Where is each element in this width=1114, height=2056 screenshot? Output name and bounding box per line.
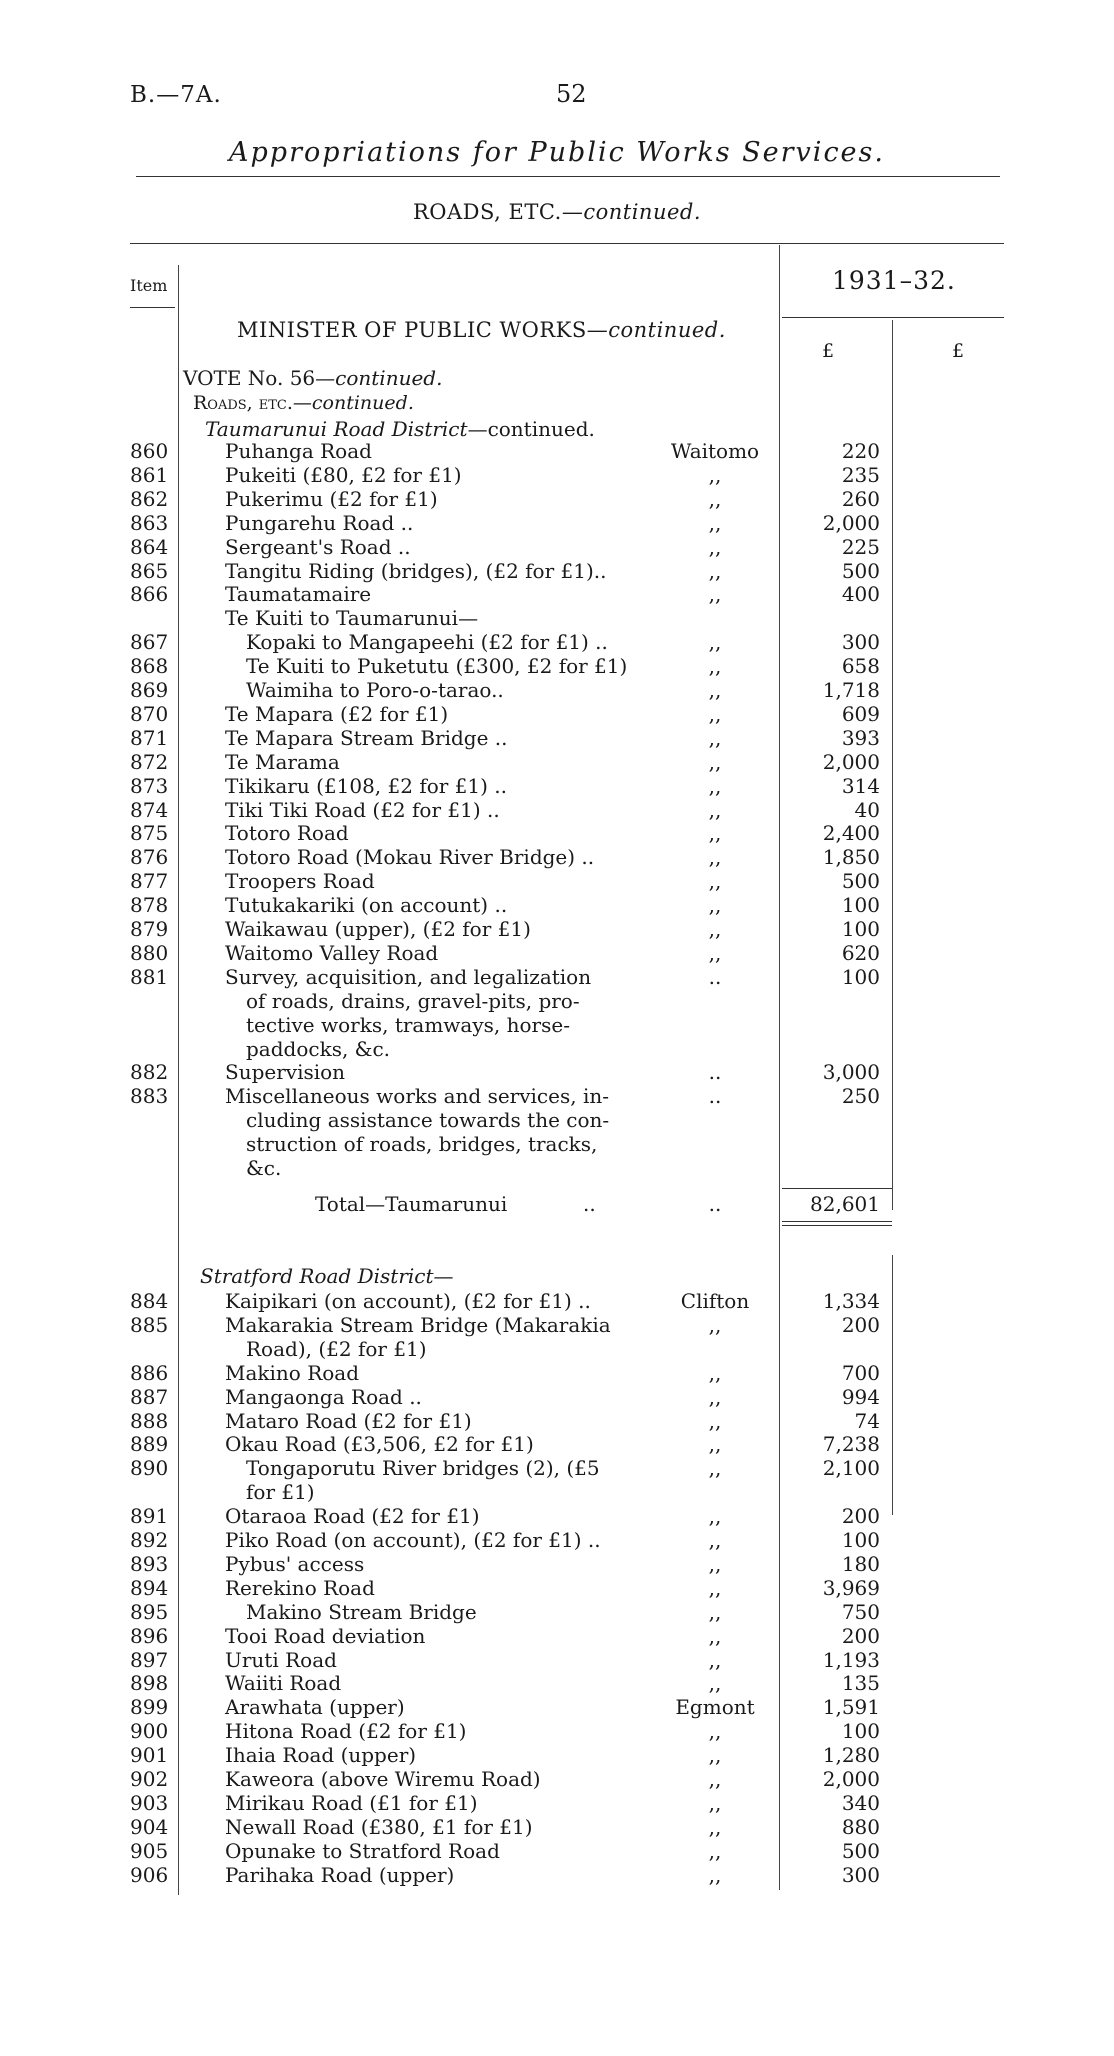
section-heading-cont: —continued.: [561, 200, 702, 224]
item-number: 894: [130, 1575, 169, 1600]
item-amount: 74: [854, 1408, 880, 1433]
table-row: [0, 678, 1114, 702]
table-row: [0, 1839, 1114, 1863]
district-heading-taumarunui-cont: —continued.: [467, 417, 595, 441]
table-row: [0, 1132, 1114, 1156]
item-amount: 2,400: [822, 821, 880, 846]
item-description: Waikawau (upper), (£2 for £1): [225, 917, 531, 941]
county-name: ,,: [708, 845, 722, 870]
item-amount: 3,969: [822, 1575, 880, 1600]
county-name: ,,: [708, 1743, 722, 1768]
item-number: 895: [130, 1599, 169, 1624]
table-row: [0, 1456, 1114, 1480]
total-label: Total—Taumarunui: [315, 1192, 508, 1216]
year-column-header: 1931–32.: [832, 266, 956, 295]
item-number: 891: [130, 1504, 169, 1529]
county-name: ,,: [708, 1814, 722, 1839]
item-description: Pukerimu (£2 for £1): [225, 486, 438, 511]
item-description: &c.: [246, 1156, 282, 1180]
item-description: Piko Road (on account), (£2 for £1) ..: [225, 1528, 601, 1552]
county-name: ,,: [708, 1408, 722, 1433]
county-name: ,,: [708, 1838, 722, 1863]
table-row: [0, 750, 1114, 774]
item-amount: 340: [841, 1790, 880, 1815]
item-description: Ihaia Road (upper): [225, 1743, 417, 1768]
item-description: Otaraoa Road (£2 for £1): [225, 1504, 480, 1529]
item-description: Mataro Road (£2 for £1): [225, 1408, 472, 1433]
county-name: Waitomo: [670, 439, 760, 463]
table-row: [0, 1576, 1114, 1600]
item-number: 898: [130, 1671, 169, 1696]
item-amount: 2,100: [822, 1456, 880, 1481]
item-number: 905: [130, 1838, 169, 1863]
county-name: ,,: [708, 1575, 722, 1600]
item-description: Parihaka Road (upper): [225, 1862, 455, 1887]
county-name: ,,: [708, 630, 722, 655]
county-name: ,,: [708, 725, 722, 750]
item-description: Kaweora (above Wiremu Road): [225, 1767, 541, 1791]
item-number: 889: [130, 1432, 169, 1457]
item-amount: 500: [841, 869, 880, 894]
county-name: ,,: [708, 510, 722, 535]
table-row: [0, 1361, 1114, 1385]
county-name: ,,: [708, 654, 722, 679]
table-row: [0, 1695, 1114, 1719]
table-row: [0, 439, 1114, 463]
table-row: [0, 1013, 1114, 1037]
item-description: Te Mapara (£2 for £1): [225, 701, 449, 726]
item-amount: 2,000: [822, 1767, 880, 1791]
item-description: Puhanga Road: [225, 439, 372, 463]
county-name: ,,: [708, 1360, 722, 1385]
document-reference: B.—7A.: [130, 82, 222, 108]
county-name: ,,: [708, 749, 722, 774]
item-number: 892: [130, 1528, 169, 1552]
item-description: Makino Stream Bridge: [246, 1599, 477, 1624]
item-number: 885: [130, 1312, 169, 1337]
item-description: Totoro Road (Mokau River Bridge) ..: [225, 845, 595, 870]
vote-heading-main: VOTE No. 56: [183, 366, 316, 390]
table-row: [0, 1719, 1114, 1743]
table-row: [0, 726, 1114, 750]
item-description: Uruti Road: [225, 1647, 337, 1672]
minister-heading-main: MINISTER OF PUBLIC WORKS: [237, 318, 587, 342]
year-header-rule: [782, 317, 1004, 318]
county-name: ..: [708, 964, 722, 989]
table-row: [0, 1743, 1114, 1767]
item-amount: 100: [841, 1528, 880, 1552]
item-number: 879: [130, 917, 169, 941]
county-name: ,,: [708, 1599, 722, 1624]
item-amount: 180: [841, 1551, 880, 1576]
table-row: [0, 1432, 1114, 1456]
county-name: ,,: [708, 678, 722, 702]
item-amount: 750: [841, 1599, 880, 1624]
item-description: Makarakia Stream Bridge (Makarakia: [225, 1312, 611, 1337]
item-amount: 1,718: [822, 678, 880, 702]
item-amount: 100: [841, 893, 880, 918]
item-number: 876: [130, 845, 169, 870]
table-row: [0, 1815, 1114, 1839]
item-number: 874: [130, 797, 169, 822]
item-description: Mangaonga Road ..: [225, 1384, 422, 1409]
item-amount: 260: [841, 486, 880, 511]
roads-heading-cont: —continued.: [292, 392, 414, 414]
item-number: 886: [130, 1360, 169, 1385]
item-amount: 1,850: [822, 845, 880, 870]
county-name: ,,: [708, 1790, 722, 1815]
item-number: 865: [130, 558, 169, 583]
item-number: 870: [130, 701, 169, 726]
table-row: [0, 654, 1114, 678]
page-title: Appropriations for Public Works Services.: [229, 137, 885, 168]
table-row: [0, 630, 1114, 654]
item-number: 890: [130, 1456, 169, 1481]
county-name: ,,: [708, 1504, 722, 1529]
item-amount: 3,000: [822, 1060, 880, 1085]
item-description: Waimiha to Poro-o-tarao..: [246, 678, 504, 702]
item-description: Te Kuiti to Taumarunui—: [225, 606, 479, 631]
item-description: Opunake to Stratford Road: [225, 1838, 500, 1863]
item-description: Survey, acquisition, and legalization: [225, 964, 592, 989]
item-description: Miscellaneous works and services, in-: [225, 1084, 609, 1109]
district-heading-taumarunui-main: Taumarunui Road District: [205, 417, 468, 441]
table-row: [0, 487, 1114, 511]
minister-heading-cont: —continued.: [586, 318, 726, 342]
item-amount: 235: [841, 462, 880, 487]
table-row: [0, 1060, 1114, 1084]
item-amount: 994: [841, 1384, 880, 1409]
item-amount: 135: [841, 1671, 880, 1696]
pound-header-1: £: [822, 340, 835, 362]
item-description: Tooi Road deviation: [225, 1623, 426, 1648]
total-top-rule: [782, 1188, 892, 1189]
county-name: ,,: [708, 701, 722, 726]
county-name: ,,: [708, 486, 722, 511]
item-description: Makino Road: [225, 1360, 360, 1385]
total-amount: 82,601: [810, 1192, 880, 1216]
county-name: ,,: [708, 1551, 722, 1576]
item-number: 880: [130, 940, 169, 965]
item-amount: 100: [841, 917, 880, 941]
county-name: ,,: [708, 917, 722, 941]
table-row: [0, 1504, 1114, 1528]
vote-heading-cont: —continued.: [315, 366, 443, 390]
district-heading-stratford: Stratford Road District—: [200, 1264, 454, 1288]
item-number: 881: [130, 964, 169, 989]
item-amount: 1,280: [822, 1743, 880, 1768]
item-amount: 393: [841, 725, 880, 750]
total-leader-1: ..: [583, 1192, 596, 1216]
table-row: [0, 1480, 1114, 1504]
table-row: [0, 606, 1114, 630]
table-row: [0, 1624, 1114, 1648]
table-row: [0, 1037, 1114, 1061]
item-description: Tangitu Riding (bridges), (£2 for £1)..: [225, 558, 607, 583]
county-name: ,,: [708, 1767, 722, 1791]
item-amount: 200: [841, 1623, 880, 1648]
table-row: [0, 582, 1114, 606]
item-amount: 7,238: [822, 1432, 880, 1457]
item-number: 899: [130, 1695, 169, 1720]
item-description: Rerekino Road: [225, 1575, 375, 1600]
item-number: 884: [130, 1289, 169, 1313]
item-number: 904: [130, 1814, 169, 1839]
county-name: ,,: [708, 869, 722, 894]
item-number: 877: [130, 869, 169, 894]
item-number: 867: [130, 630, 169, 655]
item-number: 860: [130, 439, 169, 463]
table-row: [0, 702, 1114, 726]
item-amount: 300: [841, 630, 880, 655]
item-description: Sergeant's Road ..: [225, 534, 411, 559]
table-row: [0, 1767, 1114, 1791]
item-number: 906: [130, 1862, 169, 1887]
county-name: ,,: [708, 1647, 722, 1672]
item-description: struction of roads, bridges, tracks,: [246, 1132, 598, 1157]
county-name: ,,: [708, 1528, 722, 1552]
county-name: ,,: [708, 1312, 722, 1337]
table-row: [0, 1671, 1114, 1695]
item-amount: 300: [841, 1862, 880, 1887]
table-row: [0, 1084, 1114, 1108]
table-row: [0, 845, 1114, 869]
item-number: 883: [130, 1084, 169, 1109]
table-row: [0, 1156, 1114, 1180]
table-row: [0, 1409, 1114, 1433]
item-number: 869: [130, 678, 169, 702]
item-description: Taumatamaire: [225, 582, 372, 607]
table-row: [0, 1289, 1114, 1313]
county-name: ,,: [708, 534, 722, 559]
pound-header-2: £: [952, 340, 965, 362]
county-name: ,,: [708, 558, 722, 583]
item-amount: 1,591: [822, 1695, 880, 1720]
table-row: [0, 798, 1114, 822]
table-row: [0, 1337, 1114, 1361]
total-bottom-rule-1: [782, 1221, 892, 1222]
item-number: 863: [130, 510, 169, 535]
item-amount: 40: [854, 797, 880, 822]
table-row: [0, 965, 1114, 989]
table-row: [0, 1552, 1114, 1576]
county-name: ..: [708, 1060, 722, 1085]
item-number: 875: [130, 821, 169, 846]
item-description: Tiki Tiki Road (£2 for £1) ..: [225, 797, 500, 822]
county-name: ,,: [708, 1432, 722, 1457]
vote-heading: [183, 366, 442, 390]
county-name: ,,: [708, 462, 722, 487]
item-description: Arawhata (upper): [225, 1695, 405, 1720]
item-description: Kaipikari (on account), (£2 for £1) ..: [225, 1289, 591, 1313]
title-rule: [136, 176, 1000, 177]
item-number: 873: [130, 773, 169, 798]
item-amount: 220: [841, 439, 880, 463]
item-amount: 880: [841, 1814, 880, 1839]
table-row: [0, 1791, 1114, 1815]
table-row: [0, 1528, 1114, 1552]
item-description: Hitona Road (£2 for £1): [225, 1719, 467, 1744]
section-heading-main: ROADS, ETC.: [412, 200, 562, 224]
item-number: 868: [130, 654, 169, 679]
item-description: Te Marama: [225, 749, 340, 774]
county-name: ,,: [708, 582, 722, 607]
county-name: ,,: [708, 1456, 722, 1481]
item-number: 862: [130, 486, 169, 511]
item-description: Mirikau Road (£1 for £1): [225, 1790, 478, 1815]
item-number: 901: [130, 1743, 169, 1768]
item-description: Troopers Road: [225, 869, 375, 894]
table-row: [0, 1313, 1114, 1337]
item-description: Pukeiti (£80, £2 for £1): [225, 462, 462, 487]
county-name: ,,: [708, 940, 722, 965]
item-description: Newall Road (£380, £1 for £1): [225, 1814, 533, 1839]
item-amount: 609: [841, 701, 880, 726]
item-description: Kopaki to Mangapeehi (£2 for £1) ..: [246, 630, 608, 655]
table-row: [0, 774, 1114, 798]
county-name: ,,: [708, 1623, 722, 1648]
item-amount: 658: [841, 654, 880, 679]
item-amount: 1,334: [822, 1289, 880, 1313]
item-number: 861: [130, 462, 169, 487]
item-header-rule: [130, 307, 175, 308]
item-number: 866: [130, 582, 169, 607]
item-amount: 314: [841, 773, 880, 798]
table-row: [0, 821, 1114, 845]
item-description: of roads, drains, gravel-pits, pro-: [246, 988, 580, 1013]
table-row: [0, 941, 1114, 965]
item-description: paddocks, &c.: [246, 1036, 391, 1061]
county-name: ,,: [708, 797, 722, 822]
table-row: [0, 1863, 1114, 1887]
district-heading-taumarunui: [205, 417, 595, 441]
item-number: 882: [130, 1060, 169, 1085]
item-amount: 2,000: [822, 749, 880, 774]
table-row: [0, 1600, 1114, 1624]
item-amount: 200: [841, 1504, 880, 1529]
item-description: Tikikaru (£108, £2 for £1) ..: [225, 773, 508, 798]
table-row: [0, 917, 1114, 941]
table-row: [0, 463, 1114, 487]
roads-heading-main: Roads, etc.: [193, 392, 293, 414]
table-top-rule: [130, 243, 1004, 244]
item-number: 871: [130, 725, 169, 750]
table-row: [0, 893, 1114, 917]
minister-heading: [237, 318, 726, 342]
table-row: [0, 1648, 1114, 1672]
item-amount: 500: [841, 1838, 880, 1863]
item-description: Te Kuiti to Puketutu (£300, £2 for £1): [246, 654, 628, 679]
table-row: [0, 559, 1114, 583]
county-name: ,,: [708, 821, 722, 846]
table-row: [0, 1385, 1114, 1409]
item-number: 903: [130, 1790, 169, 1815]
item-amount: 500: [841, 558, 880, 583]
item-description: Waitomo Valley Road: [225, 940, 439, 965]
item-description: Tutukakariki (on account) ..: [225, 893, 508, 918]
table-row: [0, 511, 1114, 535]
county-name: ,,: [708, 1719, 722, 1744]
item-number: 897: [130, 1647, 169, 1672]
county-name: ,,: [708, 1862, 722, 1887]
county-name: ,,: [708, 893, 722, 918]
item-description: for £1): [246, 1480, 315, 1505]
item-description: Pybus' access: [225, 1551, 365, 1576]
item-number: 902: [130, 1767, 169, 1791]
item-description: Totoro Road: [225, 821, 349, 846]
item-description: Tongaporutu River bridges (2), (£5: [246, 1456, 600, 1481]
item-number: 864: [130, 534, 169, 559]
item-column-header: Item: [130, 276, 168, 295]
item-amount: 225: [841, 534, 880, 559]
item-description: Okau Road (£3,506, £2 for £1): [225, 1432, 534, 1457]
item-description: Supervision: [225, 1060, 346, 1085]
item-number: 893: [130, 1551, 169, 1576]
item-number: 888: [130, 1408, 169, 1433]
county-name: ,,: [708, 1384, 722, 1409]
table-row: [0, 1108, 1114, 1132]
roads-heading: [193, 392, 414, 414]
item-amount: 700: [841, 1360, 880, 1385]
county-name: ,,: [708, 773, 722, 798]
item-description: tective works, tramways, horse-: [246, 1012, 570, 1037]
item-description: Waiiti Road: [225, 1671, 342, 1696]
table-row: [0, 535, 1114, 559]
item-description: Pungarehu Road ..: [225, 510, 414, 535]
item-amount: 250: [841, 1084, 880, 1109]
item-amount: 1,193: [822, 1647, 880, 1672]
item-number: 878: [130, 893, 169, 918]
table-row: [0, 869, 1114, 893]
total-bottom-rule-2: [782, 1225, 892, 1226]
page-number: 52: [556, 80, 587, 108]
item-amount: 2,000: [822, 510, 880, 535]
item-description: Road), (£2 for £1): [246, 1336, 427, 1361]
section-heading: [0, 200, 1114, 224]
county-name: Clifton: [680, 1289, 750, 1313]
county-name: ..: [708, 1084, 722, 1109]
item-number: 896: [130, 1623, 169, 1648]
item-description: Te Mapara Stream Bridge ..: [225, 725, 508, 750]
item-amount: 620: [841, 940, 880, 965]
item-number: 872: [130, 749, 169, 774]
item-description: cluding assistance towards the con-: [246, 1108, 610, 1133]
item-amount: 400: [841, 582, 880, 607]
total-leader-2: ..: [708, 1192, 722, 1216]
table-row: [0, 989, 1114, 1013]
total-row: [0, 1192, 1114, 1216]
item-number: 887: [130, 1384, 169, 1409]
item-amount: 200: [841, 1312, 880, 1337]
item-amount: 100: [841, 1719, 880, 1744]
item-amount: 100: [841, 964, 880, 989]
item-number: 900: [130, 1719, 169, 1744]
county-name: ,,: [708, 1671, 722, 1696]
county-name: Egmont: [675, 1695, 755, 1720]
